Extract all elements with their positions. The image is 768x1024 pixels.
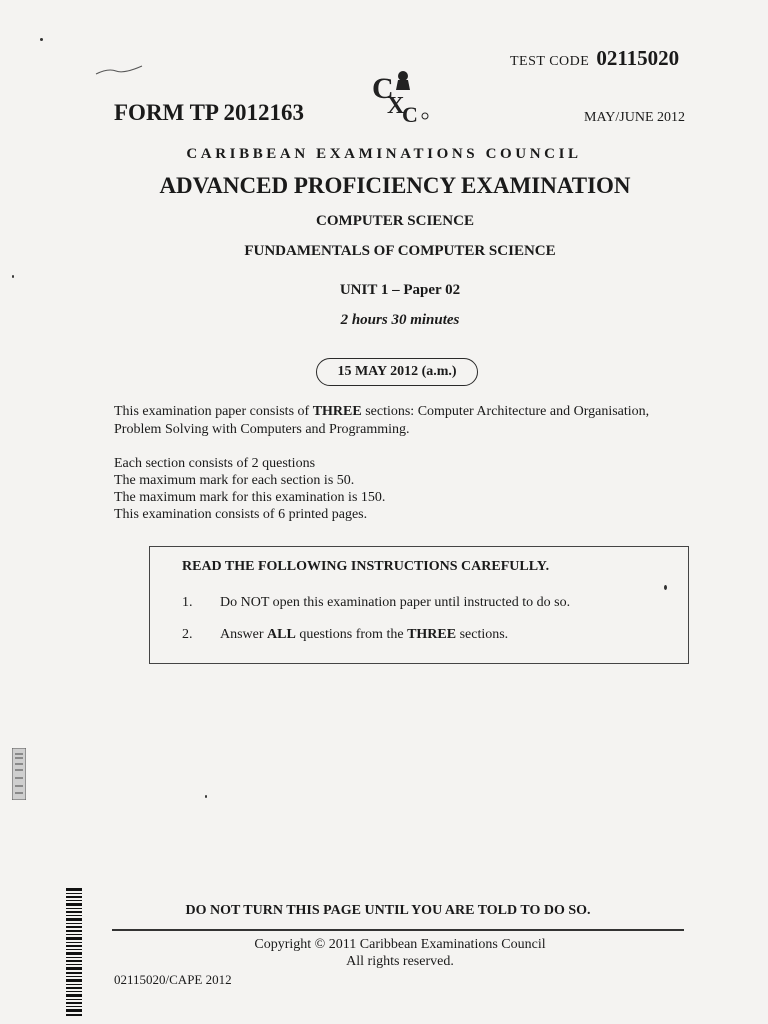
test-code [510,46,679,71]
exam-title: ADVANCED PROFICIENCY EXAMINATION [159,173,631,198]
paper-title: FUNDAMENTALS OF COMPUTER SCIENCE [244,243,556,259]
stat-line: The maximum mark for each section is 50. [114,473,355,488]
unit-label: UNIT 1 – Paper 02 [339,282,461,298]
exam-session: MAY/JUNE 2012 [584,110,685,125]
test-code-label: TEST CODE [510,54,590,69]
council-name: CARIBBEAN EXAMINATIONS COUNCIL [186,146,582,162]
stray-dot [40,38,43,41]
side-label-tag [12,748,26,800]
intro-paragraph: This examination paper consists of THREE sections: Computer Architecture and Organisation, Problem Solving with Computers and Programming. [114,404,650,437]
form-tp-number: FORM TP 2012163 [114,100,304,125]
svg-text:C: C [402,102,418,124]
exam-duration: 2 hours 30 minutes [340,312,460,328]
cxc-logo [370,66,432,124]
exam-stats [114,455,385,523]
test-code-value: 02115020 [596,46,680,70]
pen-scribble-mark [94,62,144,76]
stat-line: The maximum mark for this examination is 150. [114,490,386,505]
instruction-item: 2. Answer ALL questions from the THREE sections. [182,627,509,642]
svg-text:X: X [387,93,405,119]
subject-title: COMPUTER SCIENCE [316,213,474,229]
footer-paper-code: 02115020/CAPE 2012 [114,972,232,987]
instructions-box [149,546,689,664]
svg-text:C: C [372,72,394,105]
footer-divider [112,929,684,931]
copyright-notice: Copyright © 2011 Caribbean Examinations Council All rights reserved. [254,937,546,969]
instruction-item: 1. Do NOT open this examination paper until instructed to do so. [182,595,571,610]
instructions-title: READ THE FOLLOWING INSTRUCTIONS CAREFULLY. [182,559,550,574]
stat-line: Each section consists of 2 questions [114,456,316,471]
stray-dot [12,275,14,278]
stat-line: This examination consists of 6 printed pages. [114,507,368,522]
exam-date: 15 MAY 2012 (a.m.) [316,358,478,386]
do-not-turn-warning: DO NOT TURN THIS PAGE UNTIL YOU ARE TOLD TO DO SO. [185,903,591,918]
stray-dot [205,795,207,798]
